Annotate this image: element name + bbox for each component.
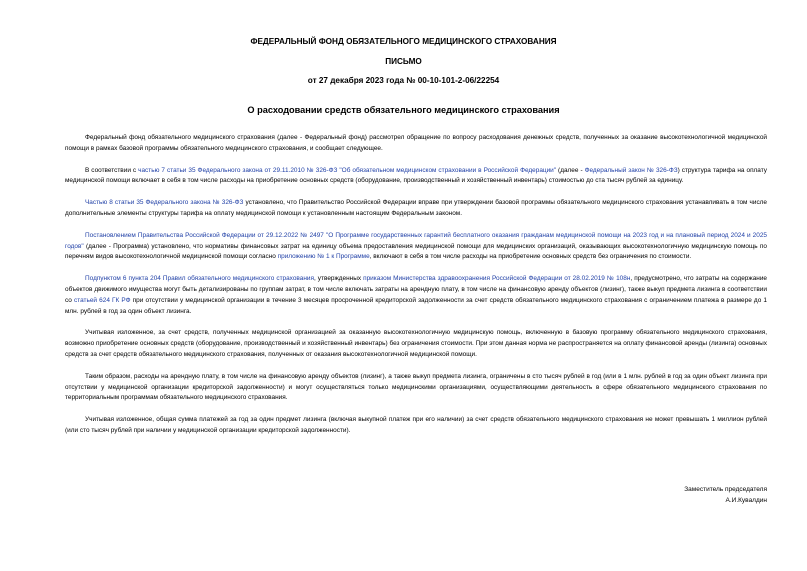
signatory-position: Заместитель председателя (684, 486, 767, 493)
doc-type: ПИСЬМО (385, 57, 422, 66)
law-326-art35-part8-link[interactable]: Частью 8 статьи 35 Федерального закона № 326-ФЗ (85, 199, 244, 207)
paragraph-text: при отсутствии у медицинской организации в течение 3 месяцев просроченной кредиторской задолженности за счет средств обязательного медицинского страхования с ограничением платежа в размере до 1 млн. рублей в год за один объект лизинга. (65, 296, 767, 315)
signature-block (547, 485, 767, 506)
paragraph-text: Таким образом, расходы на арендную плату, в том числе на финансовую аренду объектов (лизинг), а также выкуп предмета лизинга, ограничены в сто тысяч рублей в год (или в 1 млн. рублей в год за один объект лизинга при отсутствии у медицинской организации кредиторской задолженности) и могут осуществляться только медицинскими организациями, осуществляющими деятельность в сфере обязательного медицинского страхования по территориальным программам обязательного медицинского страхования. (65, 372, 767, 402)
paragraph-text: Учитывая изложенное, общая сумма платежей за год за один предмет лизинга (включая выкупной платеж при его наличии) за счет средств обязательного медицинского страхования не может превышать 1 миллион рублей (или сто тысяч рублей при наличии у медицинской организации кредиторской задолженности). (65, 416, 767, 434)
paragraph-1 (65, 133, 767, 155)
paragraph-text: Федеральный фонд обязательного медицинского страхования (далее - Федеральный фонд) рассмотрел обращение по вопросу расходования денежных средств, полученных за оказание высокотехнологичной медицинской помощи в рамках базовой программы обязательного медицинского страхования, и сообщает следующее. (65, 134, 767, 152)
law-326-link[interactable]: Федеральный закон № 326-ФЗ (584, 166, 678, 174)
paragraph-text: В соответствии с (85, 166, 139, 174)
paragraph-3 (65, 198, 767, 220)
paragraph-text: (далее - Программа) установлено, что нормативы финансовых затрат на единицу объема предоставления медицинской помощи для медицинских организаций, оказывающих высокотехнологичную медицинскую помощь по перечням видов высокотехнологичной медицинской помощи согласно (65, 242, 767, 261)
law-326-art35-part7-link[interactable]: частью 7 статьи 35 Федерального закона от 29.11.2010 № 326-ФЗ "Об обязательном медицинском страховании в Российской Федерации" (138, 166, 557, 174)
paragraph-5 (65, 274, 767, 317)
program-appendix-1-link[interactable]: приложению № 1 к Программе (277, 253, 370, 261)
government-decree-2497-link[interactable]: Постановлением Правительства Российской Федерации от 29.12.2022 № 2497 "О Программе государственных гарантий бесплатного оказания гражданам медицинской помощи на 2023 год и на плановый период 2024 и 2025 годов" (65, 231, 767, 250)
paragraph-6 (65, 328, 767, 360)
paragraph-text: , предусмотрено, что затраты на содержание объектов движимого имущества могут быть детализированы по группам затрат, в том числе включать затраты на арендную плату, в том числе на финансовую аренду объектов (лизинг), также выкуп предмета лизинга в соответствии со (65, 275, 768, 304)
doc-subject: О расходовании средств обязательного медицинского страхования (247, 105, 560, 115)
paragraph-4 (65, 231, 767, 263)
signatory-name: А.И.Кувалдин (725, 496, 767, 504)
civil-code-art624-link[interactable]: статьей 624 ГК РФ (74, 296, 131, 304)
paragraph-text: Учитывая изложенное, за счет средств, полученных медицинской организацией за оказанную высокотехнологичную медицинскую помощь, включенную в базовую программу обязательного медицинского страхования, возможно приобретение основных средств (оборудование, производственный и хозяйственный инвентарь) без ограничения стоимости. При этом данная норма не распространяется на оплату финансовой аренды (лизинга) основных средств за счет средств обязательного медицинского страхования, полученных от оказания высокотехнологичной медицинской помощи. (65, 329, 767, 358)
paragraph-2 (65, 166, 767, 188)
paragraph-text: , включают в себя в том числе расходы на приобретение основных средств без ограничения по стоимости. (369, 253, 692, 261)
letter-body (65, 133, 767, 448)
doc-date-number: от 27 декабря 2023 года № 00-10-101-2-06/22254 (307, 76, 500, 85)
org-title: ФЕДЕРАЛЬНЫЙ ФОНД ОБЯЗАТЕЛЬНОГО МЕДИЦИНСКОГО СТРАХОВАНИЯ (250, 37, 557, 46)
paragraph-text: , утвержденных (313, 275, 364, 283)
paragraph-7 (65, 372, 767, 404)
oms-rules-point204-link[interactable]: Подпунктом 6 пункта 204 Правил обязательного медицинского страхования (85, 275, 314, 283)
paragraph-text: ) структура тарифа на оплату медицинской помощи включает в себя в том числе расходы на приобретение основных средств (оборудование, производственный и хозяйственный инвентарь) стоимостью до ста тысяч рублей за единицу. (65, 166, 767, 185)
minzdrav-order-108n-link[interactable]: приказом Министерства здравоохранения Российской Федерации от 28.02.2019 № 108н (363, 275, 631, 283)
paragraph-text: (далее - (556, 166, 585, 174)
paragraph-text: установлено, что Правительство Российской Федерации вправе при утверждении базовой программы обязательного медицинского страхования устанавливать в том числе дополнительные элементы структуры тарифа на оплату медицинской помощи к установленным настоящим Федеральным законом. (65, 199, 768, 217)
paragraph-8 (65, 415, 767, 437)
